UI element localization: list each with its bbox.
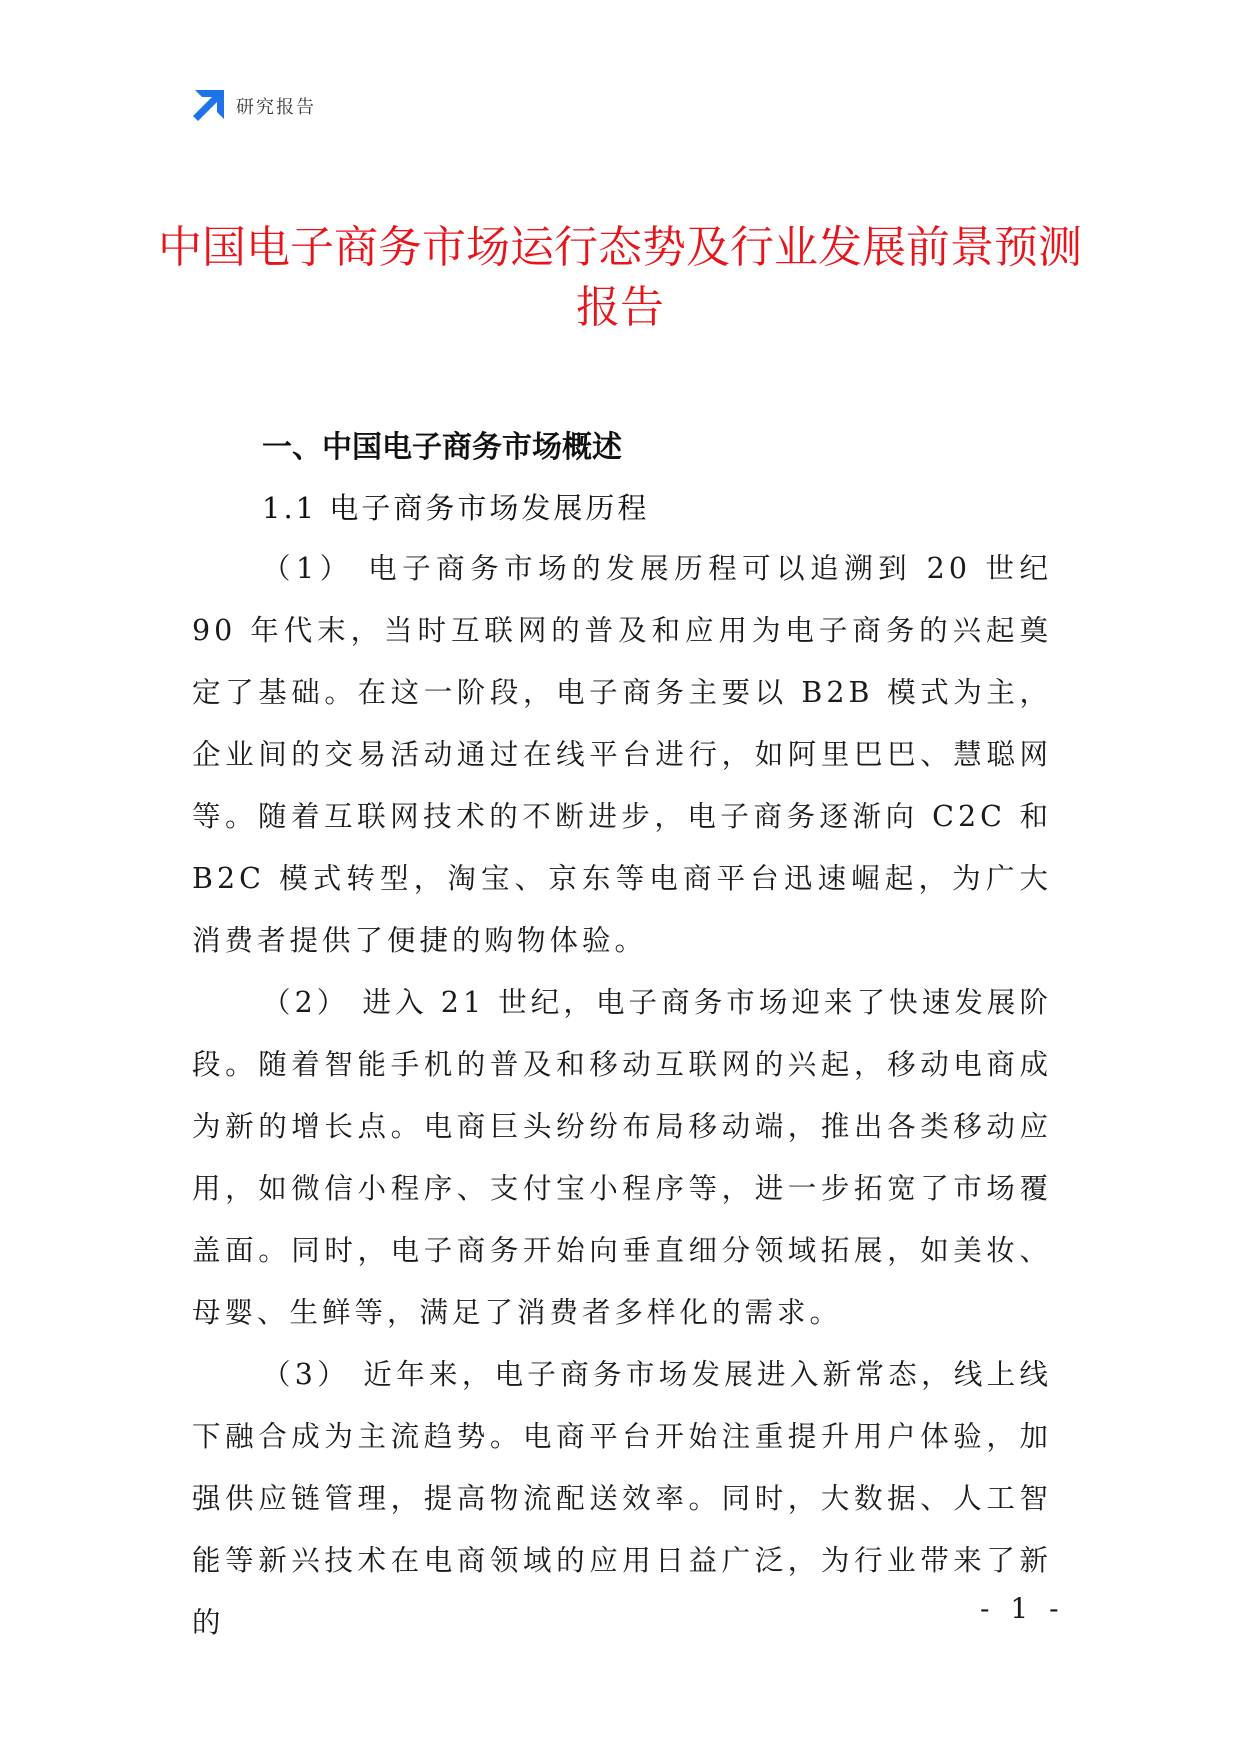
report-header xyxy=(192,88,316,124)
arrow-up-right-icon xyxy=(192,90,224,122)
report-body xyxy=(192,418,1052,1654)
section-heading: 一、中国电子商务市场概述 xyxy=(262,430,622,465)
paragraph-2: （2） 进入 21 世纪，电子商务市场迎来了快速发展阶段。随着智能手机的普及和移动互联网的兴起，移动电商成为新的增长点。电商巨头纷纷布局移动端，推出各类移动应用，如微信小程序、支付宝小程序等，进一步拓宽了市场覆盖面。同时，电子商务开始向垂直细分领域拓展，如美妆、母婴、生鲜等，满足了消费者多样化的需求。 xyxy=(192,986,1052,1329)
page-number: - 1 - xyxy=(980,1592,1065,1625)
subsection-heading: 1.1 电子商务市场发展历程 xyxy=(262,491,650,525)
report-title: 中国电子商务市场运行态势及行业发展前景预测报告 xyxy=(158,222,1082,333)
paragraph-3: （3） 近年来，电子商务市场发展进入新常态，线上线下融合成为主流趋势。电商平台开始注重提升用户体验，加强供应链管理，提高物流配送效率。同时，大数据、人工智能等新兴技术在电商领域的应用日益广泛，为行业带来了新的 xyxy=(192,1358,1052,1639)
header-label: 研究报告 xyxy=(236,97,316,118)
paragraph-1: （1） 电子商务市场的发展历程可以追溯到 20 世纪 90 年代末，当时互联网的普及和应用为电子商务的兴起奠定了基础。在这一阶段，电子商务主要以 B2B 模式为主，企业间的交易活动通过在线平台进行，如阿里巴巴、慧聪网等。随着互联网技术的不断进步，电子商务逐渐向 C2C 和 B2C 模式转型，淘宝、京东等电商平台迅速崛起，为广大消费者提供了便捷的购物体验。 xyxy=(192,552,1052,957)
